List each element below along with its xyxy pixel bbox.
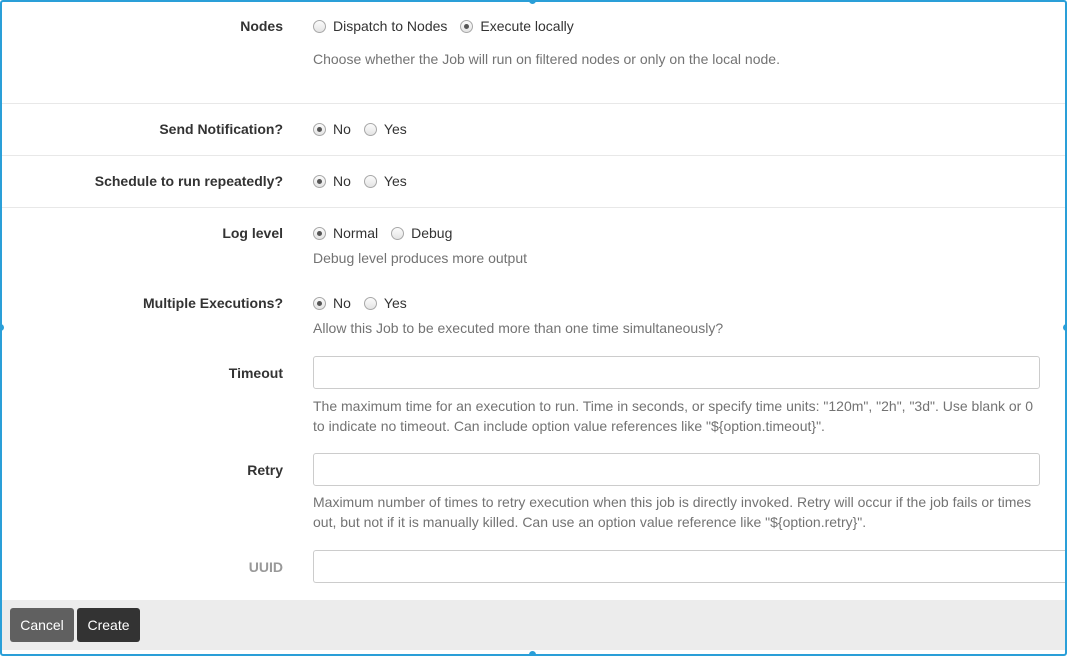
cancel-button[interactable]: Cancel	[10, 608, 74, 642]
multiple-label: Multiple Executions?	[142, 295, 283, 311]
retry-help-text	[313, 492, 1043, 532]
radio-unchecked-icon[interactable]	[364, 175, 377, 188]
divider	[2, 207, 1065, 208]
resize-handle-right[interactable]	[1063, 324, 1067, 331]
retry-help-line-1: Maximum number of times to retry execution when this job is directly invoked. Retry will occur if the job fails or times	[313, 494, 1032, 510]
uuid-input[interactable]	[313, 550, 1065, 583]
timeout-help-line-2: to indicate no timeout. Can include option value references like "${option.timeout}".	[313, 418, 825, 434]
create-button[interactable]: Create	[77, 608, 140, 642]
radio-label: No	[333, 121, 351, 137]
radio-label: No	[333, 295, 351, 311]
radio-notification-no[interactable]	[313, 121, 351, 137]
radio-checked-icon[interactable]	[313, 175, 326, 188]
radio-schedule-yes[interactable]	[364, 173, 407, 189]
radio-multiple-no[interactable]	[313, 295, 351, 311]
timeout-help-line-1: The maximum time for an execution to run. Time in seconds, or specify time units: "120m", "2h", "3d". Use blank or 0	[313, 398, 1034, 414]
radio-unchecked-icon[interactable]	[364, 297, 377, 310]
nodes-help-text: Choose whether the Job will run on filtered nodes or only on the local node.	[313, 51, 780, 67]
timeout-help-text	[313, 396, 1043, 436]
radio-label: Dispatch to Nodes	[333, 18, 448, 34]
divider	[2, 103, 1065, 104]
radio-loglevel-debug[interactable]	[391, 225, 452, 241]
retry-input[interactable]	[313, 453, 1040, 486]
radio-multiple-yes[interactable]	[364, 295, 407, 311]
form-footer	[2, 600, 1065, 650]
radio-checked-icon[interactable]	[313, 123, 326, 136]
radio-label: Yes	[383, 121, 407, 137]
multiple-radio-group	[313, 295, 420, 311]
radio-checked-icon[interactable]	[313, 227, 326, 240]
radio-label: Yes	[383, 173, 407, 189]
radio-loglevel-normal[interactable]	[313, 225, 378, 241]
uuid-label: UUID	[248, 559, 283, 575]
radio-unchecked-icon[interactable]	[313, 20, 326, 33]
radio-checked-icon[interactable]	[313, 297, 326, 310]
radio-unchecked-icon[interactable]	[364, 123, 377, 136]
schedule-label: Schedule to run repeatedly?	[94, 173, 283, 189]
divider	[2, 155, 1065, 156]
schedule-radio-group	[313, 173, 420, 189]
radio-schedule-no[interactable]	[313, 173, 351, 189]
notification-radio-group	[313, 121, 420, 137]
radio-unchecked-icon[interactable]	[391, 227, 404, 240]
radio-label: No	[333, 173, 351, 189]
radio-execute-locally[interactable]	[460, 18, 573, 34]
radio-label: Normal	[333, 225, 379, 241]
loglevel-help-text: Debug level produces more output	[313, 250, 528, 266]
timeout-input[interactable]	[313, 356, 1040, 389]
loglevel-label: Log level	[222, 225, 283, 241]
loglevel-radio-group	[313, 225, 465, 241]
radio-notification-yes[interactable]	[364, 121, 407, 137]
radio-label: Yes	[383, 295, 407, 311]
retry-label: Retry	[247, 462, 283, 478]
radio-dispatch-to-nodes[interactable]	[313, 18, 447, 34]
multiple-help-text: Allow this Job to be executed more than one time simultaneously?	[313, 320, 724, 336]
retry-help-line-2: out, but not if it is manually killed. Can use an option value reference like "${option.retry}".	[313, 514, 867, 530]
radio-label: Execute locally	[480, 18, 574, 34]
radio-checked-icon[interactable]	[460, 20, 473, 33]
nodes-label: Nodes	[240, 18, 283, 34]
resize-handle-bottom[interactable]	[529, 651, 536, 656]
radio-label: Debug	[411, 225, 453, 241]
nodes-radio-group	[313, 18, 587, 34]
notification-label: Send Notification?	[159, 121, 283, 137]
timeout-label: Timeout	[228, 365, 283, 381]
